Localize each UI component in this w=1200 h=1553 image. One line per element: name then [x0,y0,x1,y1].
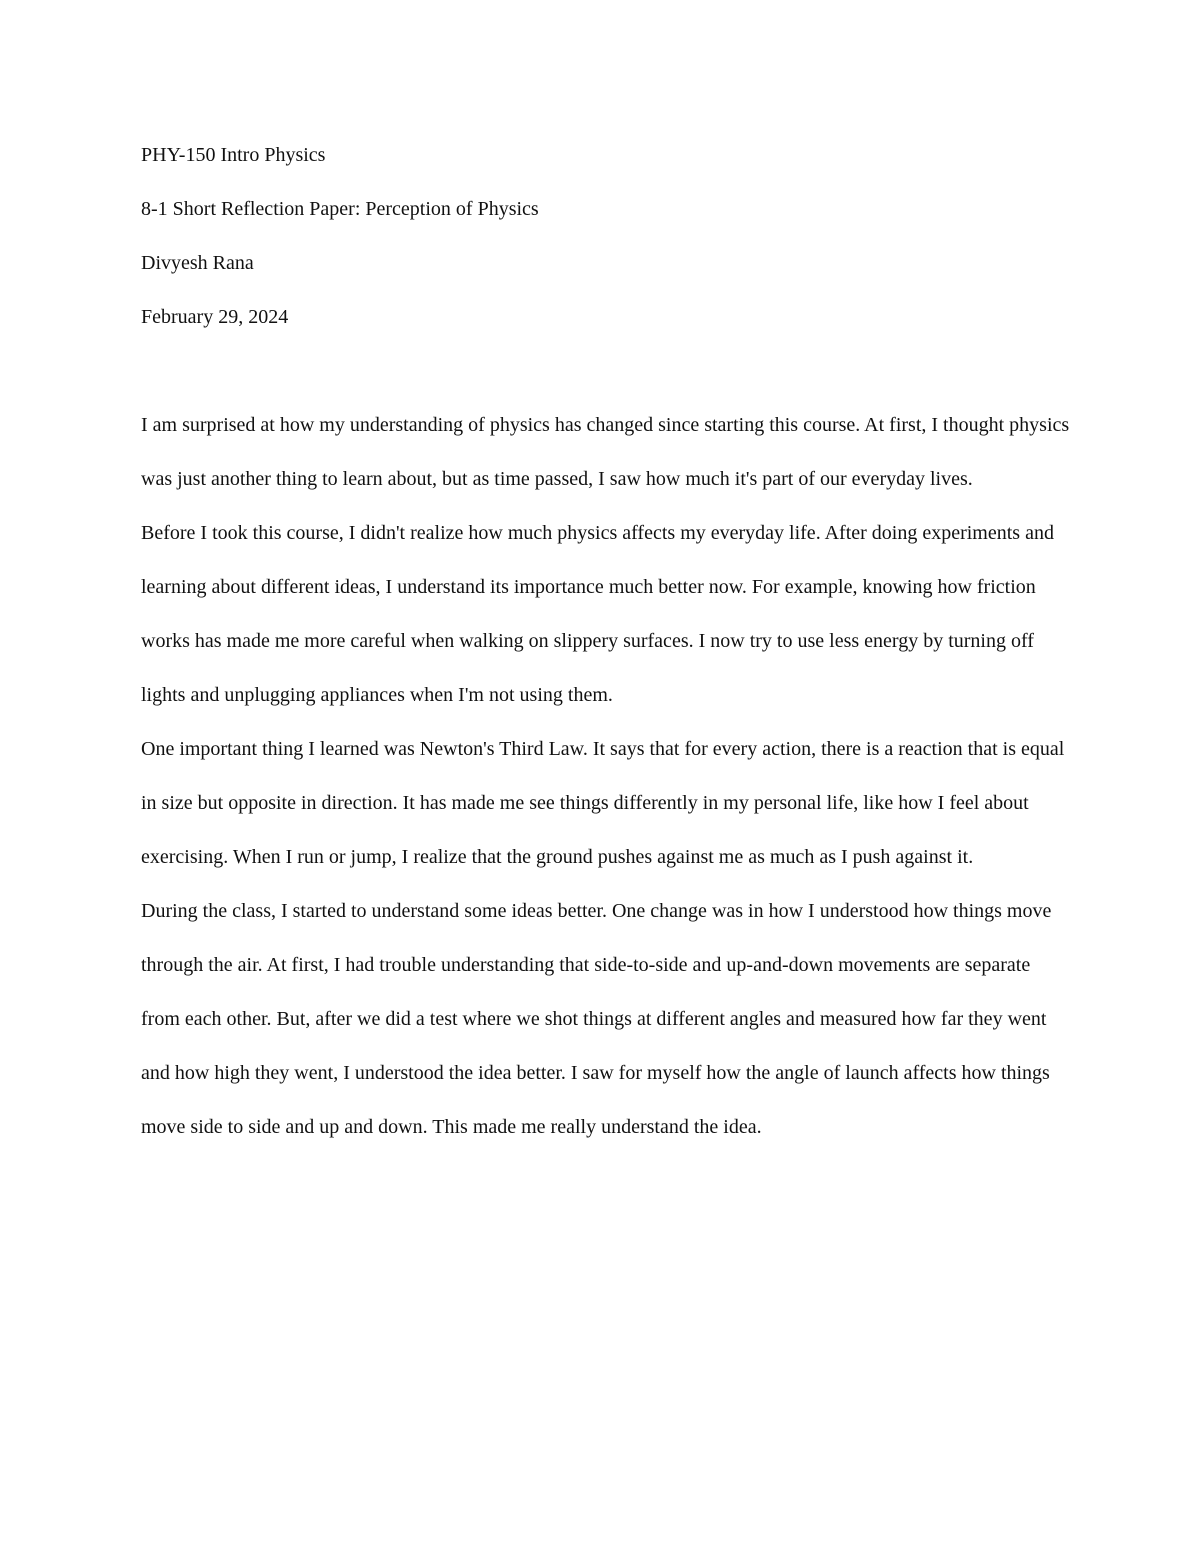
body-paragraph-2: Before I took this course, I didn't realize how much physics affects my everyday life. After doing experiments and learning about different ideas, I understand its importance much better now. For example, knowing how friction works has made me more careful when walking on slippery surfaces. I now try to use less energy by turning off lights and unplugging appliances when I'm not using them. [141,522,1054,706]
header-spacer [141,344,1071,398]
document-content [141,128,1071,1154]
document-date: February 29, 2024 [141,306,289,328]
course-title: PHY-150 Intro Physics [141,144,326,166]
author-name: Divyesh Rana [141,252,254,274]
body-paragraph-3: One important thing I learned was Newton's Third Law. It says that for every action, there is a reaction that is equal in size but opposite in direction. It has made me see things differently in my personal life, like how I feel about exercising. When I run or jump, I realize that the ground pushes against me as much as I push against it. [141,738,1065,868]
body-paragraph-4: During the class, I started to understand some ideas better. One change was in how I understood how things move through the air. At first, I had trouble understanding that side-to-side and up-and-down movements are separate from each other. But, after we did a test where we shot things at different angles and measured how far they went and how high they went, I understood the idea better. I saw for myself how the angle of launch affects how things move side to side and up and down. This made me really understand the idea. [141,900,1052,1138]
body-paragraph-1: I am surprised at how my understanding of physics has changed since starting this course. At first, I thought physics was just another thing to learn about, but as time passed, I saw how much it's part of our everyday lives. [141,414,1070,490]
assignment-title: 8-1 Short Reflection Paper: Perception of Physics [141,198,539,220]
